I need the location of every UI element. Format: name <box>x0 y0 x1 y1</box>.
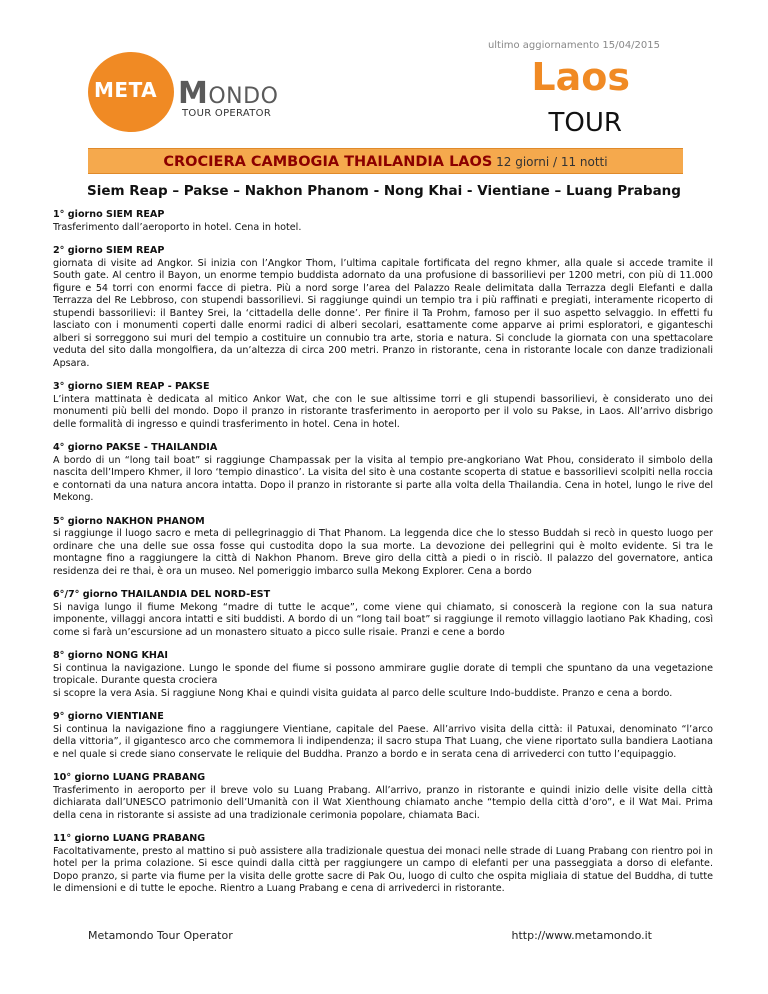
day-title: 9° giorno VIENTIANE <box>53 711 164 722</box>
day-description: Trasferimento dall’aeroporto in hotel. Cena in hotel. <box>53 221 302 233</box>
itinerary-day <box>53 381 713 431</box>
logo-subtitle: TOUR OPERATOR <box>182 108 272 119</box>
day-title: 1° giorno SIEM REAP <box>53 209 165 220</box>
day-description: Facoltativamente, presto al mattino si può assistere alla tradizionale questua dei monaci nelle strade di Luang Prabang con rientro poi in hotel per la prima colazione. Si esce quindi dalla città per raggiungere un campo di elefanti per una passeggiata a dorso di elefante. Dopo pranzo, si parte via fiume per la visita delle grotte sacre di Pak Ou, luogo di culto che ospita migliaia di statue del Buddha, di tutte le dimensioni e di tutte le epoche. Rientro a Luang Prabang e cena di arrivederci in ristorante. <box>53 845 713 894</box>
logo-mondo-rest: ONDO <box>208 84 279 109</box>
day-description: Si continua la navigazione. Lungo le sponde del fiume si possono ammirare guglie dorate di templi che spuntano da una vegetazione tropicale. Durante questa crociera si scopre la vera Asia. Si raggiune Nong Khai e quindi visita guidata al parco delle sculture Indo-buddiste. Pranzo e cena a bordo. <box>53 662 713 699</box>
itinerary-day <box>53 833 713 896</box>
day-description: giornata di visite ad Angkor. Si inizia con l’Angkor Thom, l’ultima capitale fortificata del regno khmer, alla quale si accede tramite il South gate. Al centro il Bayon, un enorme tempio buddista adornato da una profusione di bassorilievi per 1200 metri, con più di 11.000 figure e 54 torri con enormi facce di pietra. Più a nord sorge l’area del Palazzo Reale delimitata dalla Terrazza degli Elefanti e dalla Terrazza del Re Lebbroso, con stupendi bassorilievi. Si raggiunge quindi un tempio tra i più raffinati e pregiati, interamente ricoperto di stupendi bassorilievi: il Bantey Srei, la ‘cittadella delle donne’. Per finire il Ta Prohm, famoso per il suo aspetto selvaggio. In effetti fu lasciato con i monumenti coperti dalle enormi radici di alberi secolari, esattamente come apparve ai primi esploratori, e giganteschi alberi si sorreggono sui muri del tempio a costituire un connubio tra arte, storia e natura. Si conclude la giornata con una spettacolare veduta del sito dalla mongolfiera, da un’altezza di circa 200 metri. Pranzo in ristorante, cena in ristorante locale con danze tradizionali Apsara. <box>53 257 713 369</box>
day-description: L’intera mattinata è dedicata al mitico Ankor Wat, che con le sue altissime torri e gli stupendi bassorilievi, è considerato uno dei monumenti più belli del mondo. Dopo il pranzo in ristorante trasferimento in aeroporto per il volo su Pakse, in Laos. All’arrivo disbrigo delle formalità di ingresso e quindi trasferimento in hotel. Cena in hotel. <box>53 393 713 430</box>
route-heading: Siem Reap – Pakse – Nakhon Phanom - Nong Khai - Vientiane – Luang Prabang <box>87 183 681 199</box>
itinerary <box>53 209 713 907</box>
title-banner <box>88 148 683 174</box>
day-description: A bordo di un “long tail boat” si raggiunge Champassak per la visita al tempio pre-angkoriano Wat Phou, considerato il simbolo della nascita dell’Impero Khmer, il loro ‘tempio dinastico’. La visita del sito è una costante scoperta di statue e bassorilievi scolpiti nella roccia e contornati da una natura ancora intatta. Dopo il pranzo in ristorante si parte alla volta della Thailandia. Cena in hotel, lungo le rive del Mekong. <box>53 454 713 503</box>
day-description: Trasferimento in aeroporto per il breve volo su Luang Prabang. All’arrivo, pranzo in ristorante e quindi inizio delle visite della città dichiarata dall’UNESCO patrimonio dell’Umanità con il Wat Xienthoung chiamato anche “tempio della città d’oro”, e il Wat Mai. Prima della cena in ristorante si assiste ad una tradizionale cerimonia popolare, chiamata Baci. <box>53 784 713 821</box>
itinerary-day <box>53 442 713 505</box>
banner-title: CROCIERA CAMBOGIA THAILANDIA LAOS <box>163 154 493 170</box>
country-title: Laos <box>531 55 630 99</box>
footer-url[interactable]: http://www.metamondo.it <box>511 929 652 942</box>
itinerary-day <box>53 245 713 370</box>
day-description: Si continua la navigazione fino a raggiungere Vientiane, capitale del Paese. All’arrivo visita della città: il Patuxai, denominato “l’arco della vittoria”, il gigantesco arco che commemora li indipendenza; il sacro stupa That Luang, che viene riportato sulla bandiera Laotiana e nel quale si crede siano conservate le reliquie del Buddha. Pranzo a bordo e in serata cena di arrivederci con tutto l’equipaggio. <box>53 723 713 760</box>
day-title: 4° giorno PAKSE - THAILANDIA <box>53 442 218 453</box>
logo-mondo-initial: M <box>178 76 209 111</box>
day-title: 10° giorno LUANG PRABANG <box>53 772 206 783</box>
itinerary-day <box>53 650 713 700</box>
day-title: 3° giorno SIEM REAP - PAKSE <box>53 381 210 392</box>
banner-duration: 12 giorni / 11 notti <box>492 155 608 169</box>
day-title: 6°/7° giorno THAILANDIA DEL NORD-EST <box>53 589 271 600</box>
itinerary-day <box>53 516 713 579</box>
day-description: si raggiunge il luogo sacro e meta di pellegrinaggio di That Phanom. La leggenda dice che lo stesso Buddah si recò in questo luogo per ordinare che una delle sue ossa fosse qui custodita dopo la sua morte. La devozione dei pellegrini qui è molto evidente. Si tra le montagne fino a raggiungere la città di Nakhon Phanom. Breve giro della città a piedi o in risciò. Il palazzo del governatore, antica residenza dei re thai, è ora un museo. Nel pomeriggio imbarco sulla Mekong Explorer. Cena a bordo <box>53 528 713 577</box>
tour-label: TOUR <box>548 108 622 138</box>
day-description: Si naviga lungo il fiume Mekong “madre di tutte le acque”, come viene qui chiamato, si conoscerà la regione con la sua natura imponente, villaggi ancora intatti e siti buddisti. A bordo di un “long tail boat” si raggiunge il remoto villaggio laotiano Pak Khading, così come si farà un’escursione ad un monastero situato a picco sulle risaie. Pranzi e cene a bordo <box>53 601 713 638</box>
day-title: 11° giorno LUANG PRABANG <box>53 833 206 844</box>
itinerary-day <box>53 589 713 639</box>
itinerary-day <box>53 772 713 822</box>
day-title: 5° giorno NAKHON PHANOM <box>53 515 205 527</box>
footer-company: Metamondo Tour Operator <box>88 929 233 942</box>
itinerary-day <box>53 209 713 234</box>
day-title: 2° giorno SIEM REAP <box>53 245 165 256</box>
day-title: 8° giorno NONG KHAI <box>53 650 168 661</box>
itinerary-day <box>53 711 713 761</box>
last-updated: ultimo aggiornamento 15/04/2015 <box>487 40 660 51</box>
logo-meta-text: META <box>94 78 158 102</box>
